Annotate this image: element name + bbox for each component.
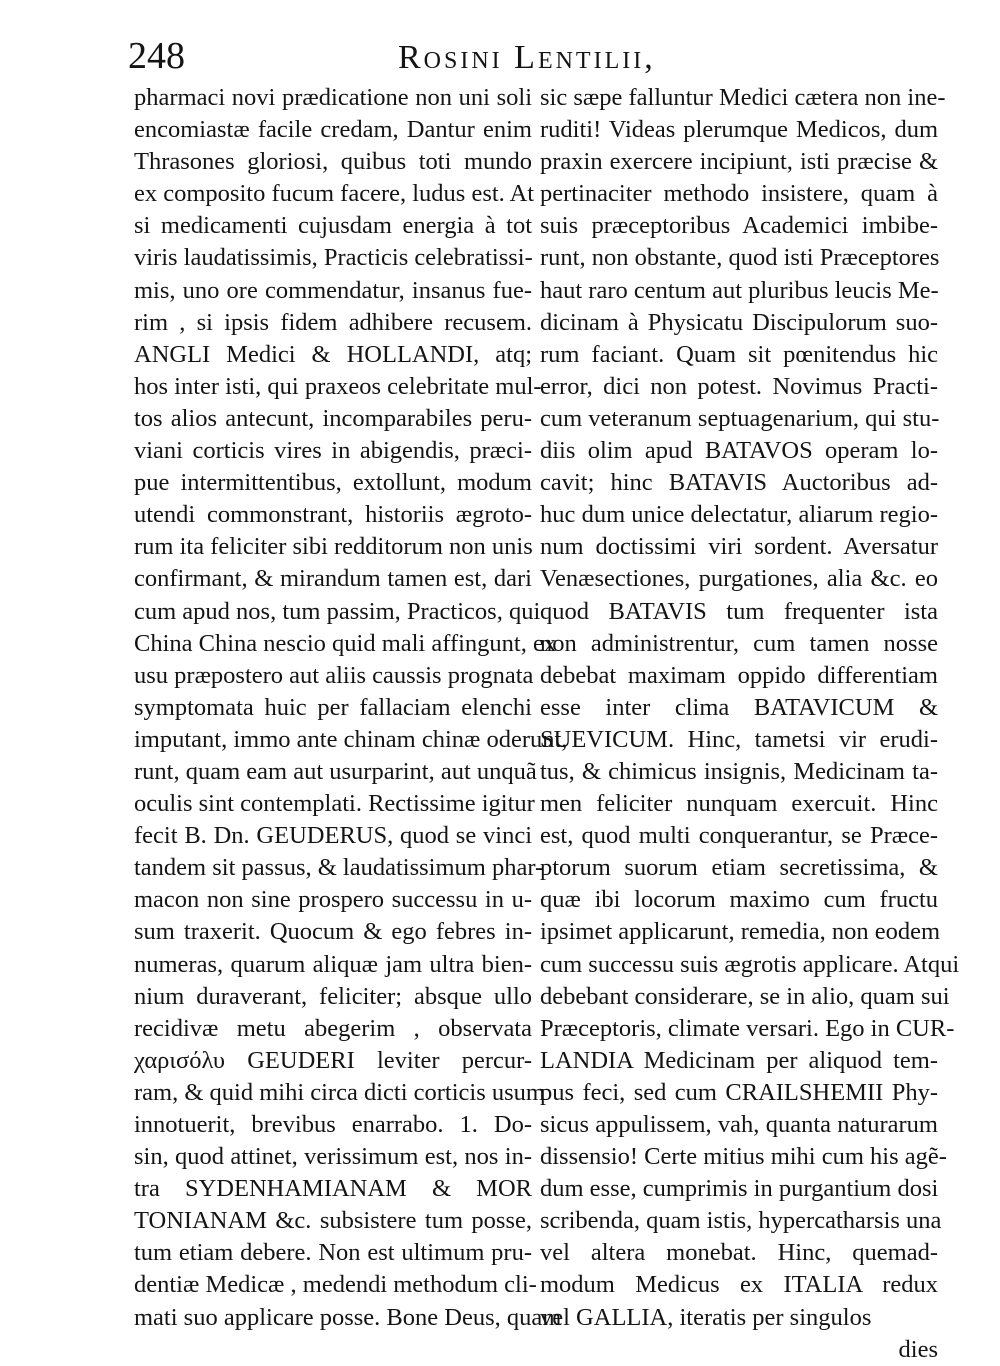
text-line: recidivæ metu abegerim , observata xyxy=(134,1014,532,1042)
text-line: rum ita feliciter sibi redditorum non unis xyxy=(134,533,533,561)
text-line: utendi commonstrant, historiis ægroto- xyxy=(134,501,532,529)
text-line: dum esse, cumprimis in purgantium dosi xyxy=(540,1175,939,1203)
text-column-right xyxy=(540,82,960,1366)
text-line: ipsimet applicarunt, remedia, non eodem xyxy=(540,918,941,946)
text-line: est, quod multi conquerantur, se Præce- xyxy=(540,822,938,850)
text-line: mati suo applicare posse. Bone Deus, quam xyxy=(134,1303,562,1331)
text-line: ram, & quid mihi circa dicti corticis usum xyxy=(134,1078,545,1106)
text-line: cum apud nos, tum passim, Practicos, qui xyxy=(134,597,541,625)
text-line: rim , si ipsis fidem adhibere recusem. xyxy=(134,308,532,336)
text-line: pus feci, sed cum CRAILSHEMII Phy- xyxy=(540,1078,938,1106)
text-line: tum etiam debere. Non est ultimum pru- xyxy=(134,1239,532,1267)
running-head: Rosini Lentilii, xyxy=(398,39,656,76)
text-line: men feliciter nunquam exercuit. Hinc xyxy=(540,790,938,818)
text-line: ex composito fucum facere, ludus est. At xyxy=(134,180,535,208)
text-line: esse inter clima BATAVICUM & xyxy=(540,693,938,721)
text-line: sicus appulissem, vah, quanta naturarum xyxy=(540,1111,938,1138)
text-line: num doctissimi viri sordent. Aversatur xyxy=(540,533,938,561)
text-line: dentiæ Medicæ , medendi methodum cli- xyxy=(134,1271,537,1299)
text-line: China China nescio quid mali affingunt, ex xyxy=(134,629,557,657)
text-line: SUEVICUM. Hinc, tametsi vir erudi- xyxy=(540,725,938,753)
text-line: nium duraverant, feliciter; absque ullo xyxy=(134,982,532,1010)
text-line: sic sæpe falluntur Medici cætera non ine- xyxy=(540,84,946,111)
text-line: oculis sint contemplati. Rectissime igitur xyxy=(134,790,535,818)
text-line: vel GALLIA, iteratis per singulos xyxy=(540,1303,872,1331)
text-line: haut raro centum aut pluribus leucis Me- xyxy=(540,276,939,304)
text-line: TONIANAM &c. subsistere tum posse, xyxy=(134,1207,532,1235)
text-line: macon non sine prospero successu in u- xyxy=(134,886,532,914)
text-line: symptomata huic per fallaciam elenchi xyxy=(134,693,532,721)
text-line: non administrentur, cum tamen nosse xyxy=(540,629,938,657)
text-line: pertinaciter methodo insistere, quam à xyxy=(540,180,938,208)
text-line: numeras, quarum aliquæ jam ultra bien- xyxy=(134,950,532,978)
text-line: quæ ibi locorum maximo cum fructu xyxy=(540,886,938,914)
text-line: modum Medicus ex ITALIA redux xyxy=(540,1271,938,1299)
text-line: confirmant, & mirandum tamen est, dari xyxy=(134,565,532,593)
text-line: huc dum unice delectatur, aliarum regio- xyxy=(540,501,938,529)
text-line: ptorum suorum etiam secretissima, & xyxy=(540,854,938,882)
text-line: pharmaci novi prædicatione non uni soli xyxy=(134,84,532,111)
text-line: suis præceptoribus Academici imbibe- xyxy=(540,212,938,240)
text-line: usu præpostero aut aliis caussis prognata xyxy=(134,661,534,689)
text-line: scribenda, quam istis, hypercatharsis una xyxy=(540,1207,942,1235)
text-line: debebant considerare, se in alio, quam sui xyxy=(540,982,950,1010)
text-line: hos inter isti, qui praxeos celebritate mul- xyxy=(134,372,542,400)
text-line: cum veteranum septuagenarium, qui stu- xyxy=(540,404,940,432)
text-line: vel altera monebat. Hinc, quemad- xyxy=(540,1239,938,1267)
text-line: tandem sit passus, & laudatissimum phar- xyxy=(134,854,544,882)
text-line: dicinam à Physicatu Discipulorum suo- xyxy=(540,308,938,336)
text-line: sum traxerit. Quocum & ego febres in- xyxy=(134,918,532,946)
text-line: viris laudatissimis, Practicis celebratissi- xyxy=(134,244,533,272)
text-line: innotuerit, brevibus enarrabo. 1. Do- xyxy=(134,1111,532,1138)
text-line: debebat maximam oppido differentiam xyxy=(540,661,938,689)
text-line: dies xyxy=(898,1335,938,1363)
text-line: runt, quam eam aut usurparint, aut unquã xyxy=(134,757,537,785)
text-line: tra SYDENHAMIANAM & MOR xyxy=(134,1175,532,1203)
text-line: LANDIA Medicinam per aliquod tem- xyxy=(540,1046,938,1074)
text-line: cum successu suis ægrotis applicare. Atqui xyxy=(540,950,960,978)
text-line: quod BATAVIS tum frequenter ista xyxy=(540,597,938,625)
text-line: ANGLI Medici & HOLLANDI, atq; xyxy=(134,340,532,368)
text-line: cavit; hinc BATAVIS Auctoribus ad- xyxy=(540,469,938,497)
text-line: fecit B. Dn. GEUDERUS, quod se vinci xyxy=(134,822,532,850)
text-line: χαρισόλυ GEUDERI leviter percur- xyxy=(134,1046,532,1074)
text-line: Præceptoris, climate versari. Ego in CUR- xyxy=(540,1014,955,1042)
text-line: si medicamenti cujusdam energia à tot xyxy=(134,212,532,240)
text-line: praxin exercere incipiunt, isti præcise & xyxy=(540,148,938,176)
text-line: sin, quod attinet, verissimum est, nos in- xyxy=(134,1143,532,1171)
text-line: pue intermittentibus, extollunt, modum xyxy=(134,469,532,497)
text-line: ruditi! Videas plerumque Medicos, dum xyxy=(540,116,938,144)
text-line: mis, uno ore commendatur, insanus fue- xyxy=(134,276,532,304)
text-line: imputant, immo ante chinam chinæ oderunt, xyxy=(134,725,568,753)
text-line: tos alios antecunt, incomparabiles peru- xyxy=(134,404,532,432)
text-line: Thrasones gloriosi, quibus toti mundo xyxy=(134,148,532,176)
text-line: Venæsectiones, purgationes, alia &c. eo xyxy=(540,565,938,593)
text-line: runt, non obstante, quod isti Præceptores xyxy=(540,244,940,272)
text-column-left xyxy=(134,82,568,1334)
text-line: diis olim apud BATAVOS operam lo- xyxy=(540,437,938,465)
text-line: viani corticis vires in abigendis, præci- xyxy=(134,437,532,465)
text-line: tus, & chimicus insignis, Medicinam ta- xyxy=(540,757,938,785)
text-line: rum faciant. Quam sit pœnitendus hic xyxy=(540,340,938,368)
text-line: dissensio! Certe mitius mihi cum his agẽ- xyxy=(540,1143,947,1171)
text-line: error, dici non potest. Novimus Practi- xyxy=(540,372,938,400)
text-line: encomiastæ facile credam, Dantur enim xyxy=(134,116,532,144)
page-number: 248 xyxy=(128,35,185,77)
